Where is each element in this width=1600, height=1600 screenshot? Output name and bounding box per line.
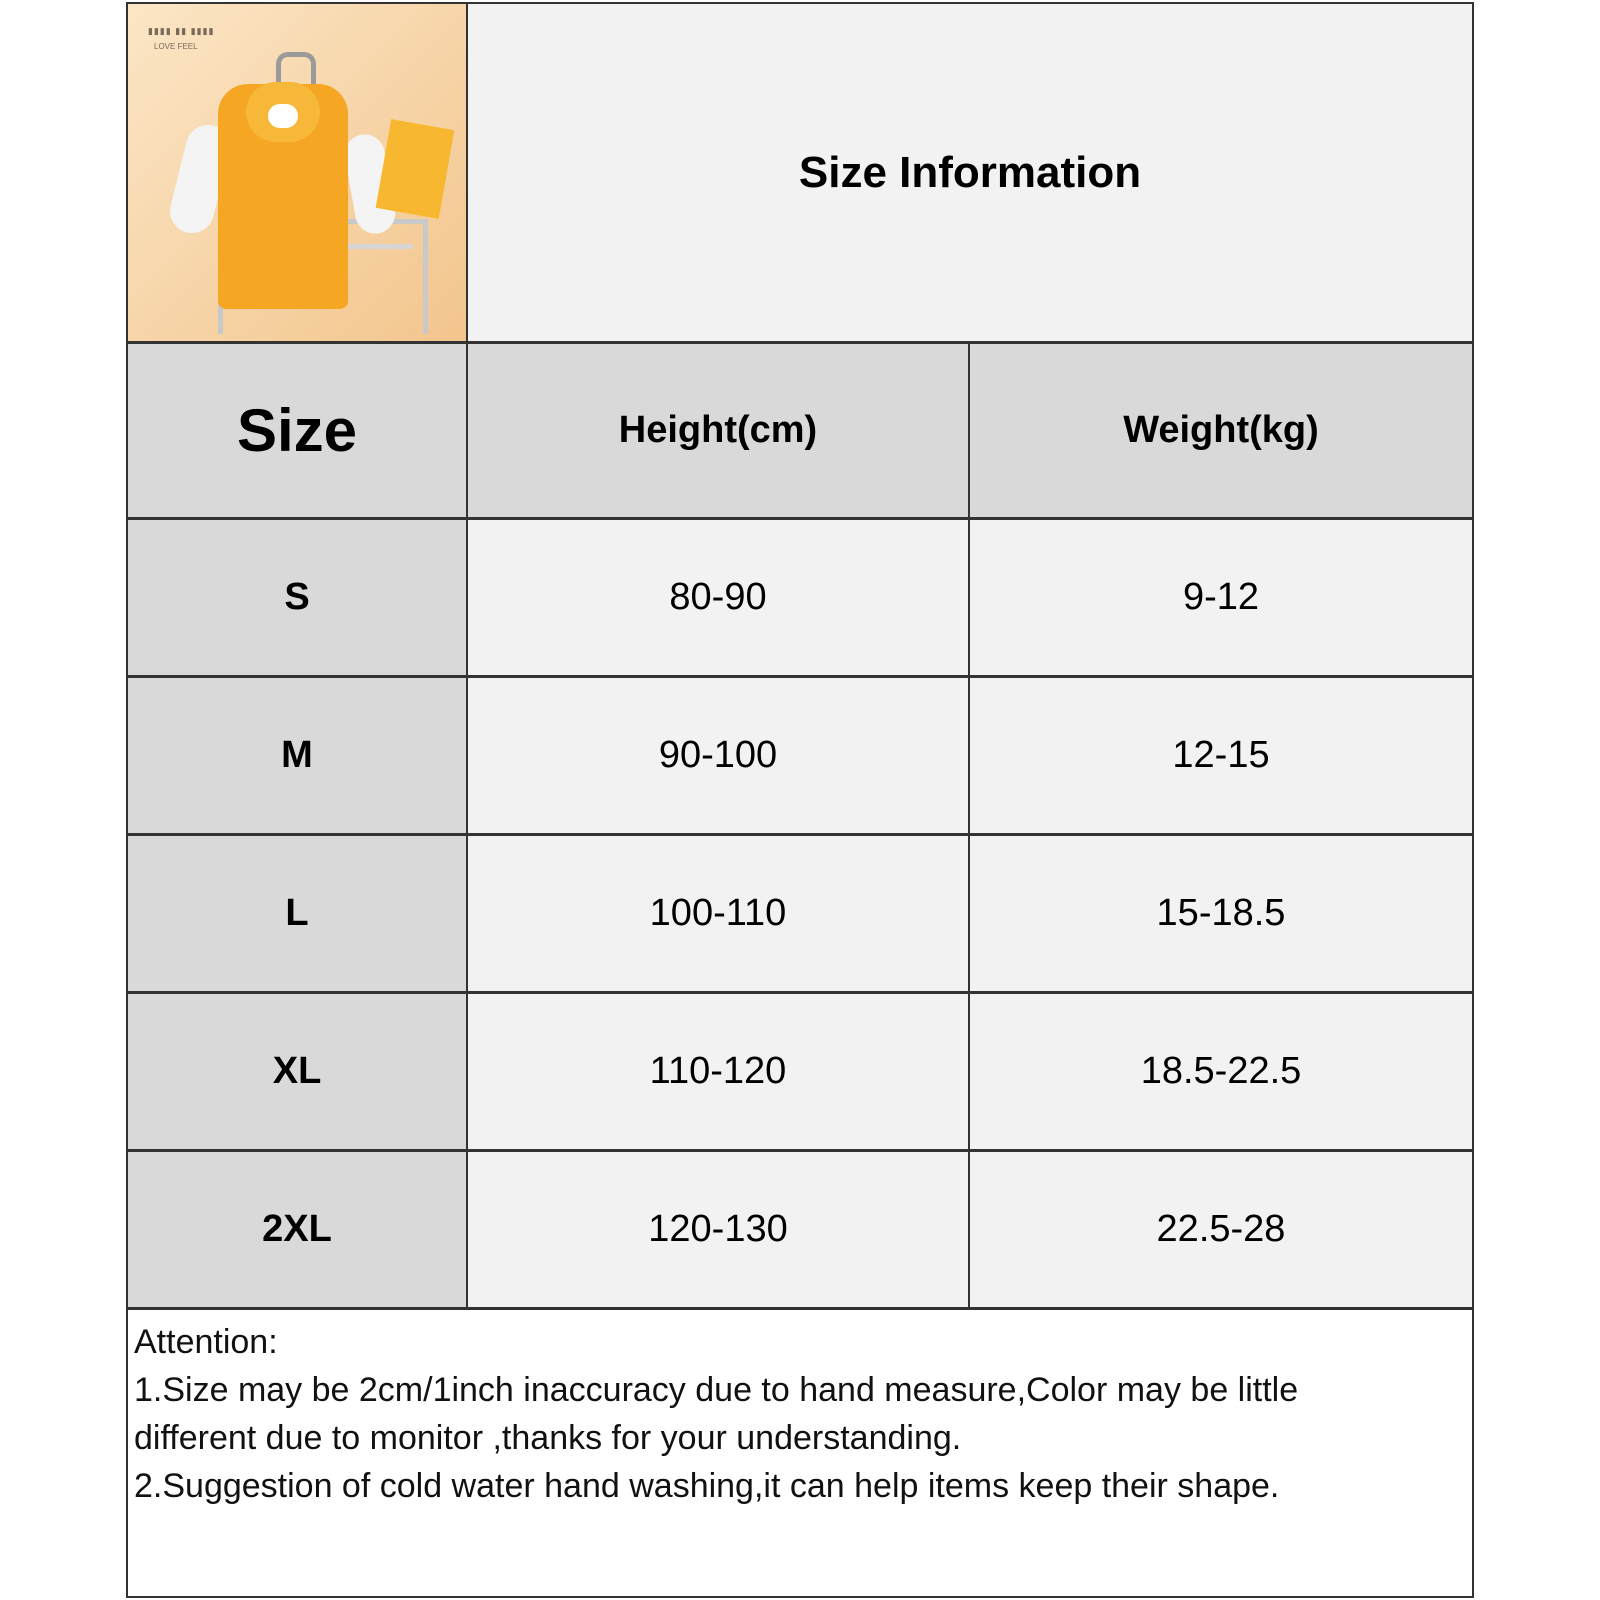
attention-heading: Attention: xyxy=(134,1323,278,1361)
column-header-weight-label: Weight(kg) xyxy=(1123,409,1319,451)
table-row xyxy=(128,520,1472,678)
attention-line: different due to monitor ,thanks for your understanding. xyxy=(134,1419,962,1457)
column-header-size-label: Size xyxy=(236,397,358,464)
height-cell: 90-100 xyxy=(468,678,970,836)
attention-notes xyxy=(134,1318,1464,1510)
size-cell: S xyxy=(128,520,468,678)
weight-cell: 15-18.5 xyxy=(970,836,1472,994)
size-cell: M xyxy=(128,678,468,836)
height-cell: 110-120 xyxy=(468,994,970,1152)
photo-caption-line1: ▮▮▮▮ ▮▮ ▮▮▮▮ xyxy=(148,26,215,36)
size-cell: XL xyxy=(128,994,468,1152)
height-cell: 80-90 xyxy=(468,520,970,678)
header-row xyxy=(128,4,1472,344)
photo-caption-line2: LOVE FEEL xyxy=(154,42,198,51)
raincoat-face xyxy=(268,104,298,128)
height-cell: 120-130 xyxy=(468,1152,970,1310)
table-row xyxy=(128,994,1472,1152)
size-chart-sheet xyxy=(126,2,1474,1598)
column-header-height xyxy=(468,344,970,520)
weight-cell: 22.5-28 xyxy=(970,1152,1472,1310)
column-header-weight xyxy=(970,344,1472,520)
weight-cell: 9-12 xyxy=(970,520,1472,678)
table-row xyxy=(128,1152,1472,1310)
attention-line: 2.Suggestion of cold water hand washing,it can help items keep their shape. xyxy=(134,1467,1280,1505)
column-header-row xyxy=(128,344,1472,520)
weight-cell: 18.5-22.5 xyxy=(970,994,1472,1152)
product-photo xyxy=(128,4,468,344)
size-cell: L xyxy=(128,836,468,994)
column-header-height-label: Height(cm) xyxy=(618,409,818,451)
table-row xyxy=(128,836,1472,994)
attention-line: 1.Size may be 2cm/1inch inaccuracy due to hand measure,Color may be little xyxy=(134,1371,1299,1409)
title-cell xyxy=(468,4,1472,344)
weight-cell: 12-15 xyxy=(970,678,1472,836)
height-cell: 100-110 xyxy=(468,836,970,994)
table-row xyxy=(128,678,1472,836)
column-header-size xyxy=(128,344,468,520)
size-cell: 2XL xyxy=(128,1152,468,1310)
page-title: Size Information xyxy=(798,147,1142,197)
